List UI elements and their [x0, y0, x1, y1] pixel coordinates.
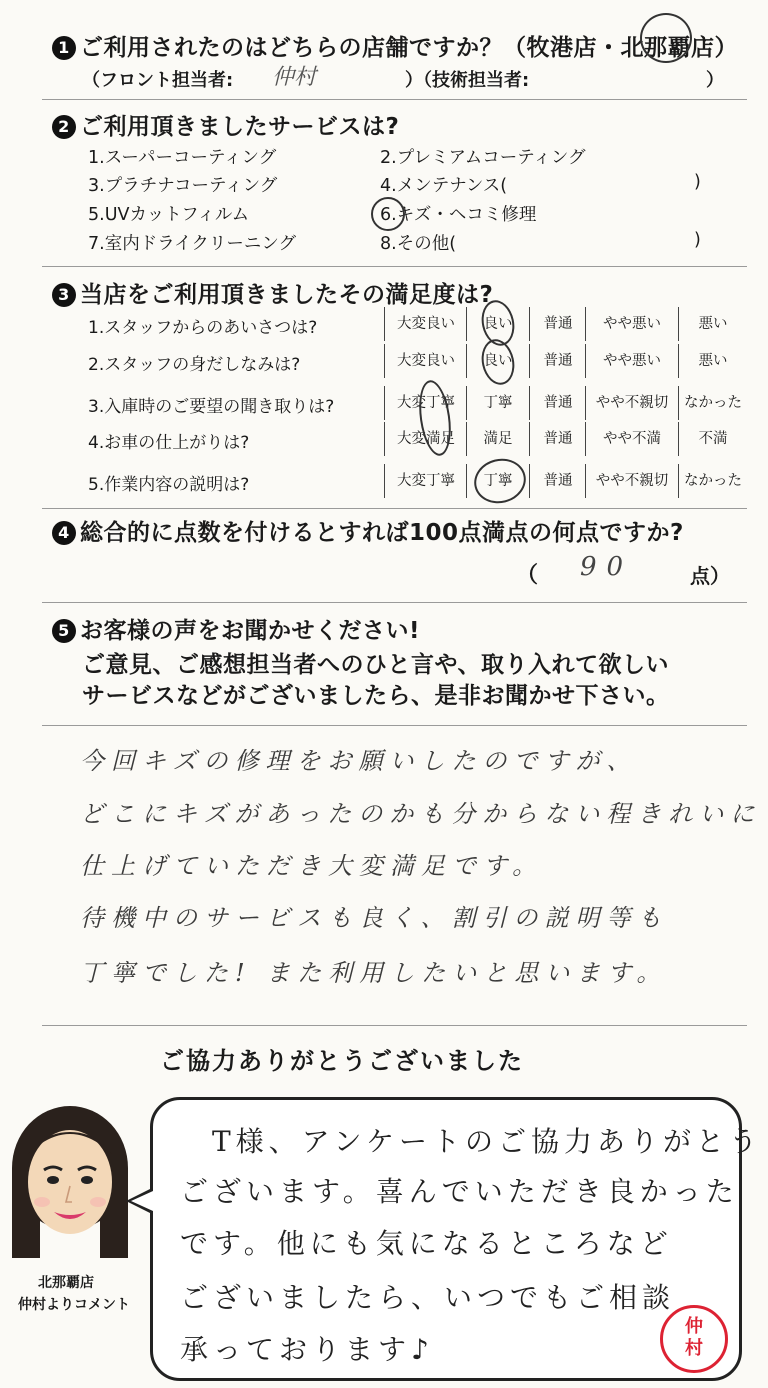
q4-number: 4 [52, 521, 76, 545]
q5-heading [52, 612, 420, 645]
divider [42, 508, 747, 509]
q3-number: 3 [52, 283, 76, 307]
satisfaction-question: 1.スタッフからのあいさつは? [88, 318, 318, 338]
q1-number: 1 [52, 36, 76, 60]
name-stamp [660, 1305, 728, 1373]
rating-option: やや不満 [603, 431, 661, 447]
service-option-selected: 6.キズ・ヘコミ修理 [380, 205, 537, 225]
score-value: 90 [580, 552, 634, 582]
service-option: 2.プレミアムコーティング [380, 148, 586, 168]
rating-option: 大変良い [397, 316, 455, 332]
divider [42, 99, 747, 100]
q2-number: 2 [52, 115, 76, 139]
q5-instruction: ご意見、ご感想担当者へのひと言や、取り入れて欲しい [82, 652, 670, 678]
q5-instruction: サービスなどがございましたら、是非お聞かせ下さい。 [82, 683, 670, 709]
q5-title: お客様の声をお聞かせください! [80, 618, 420, 644]
selection-circle-mark [469, 453, 530, 508]
speech-bubble-tail-inner [131, 1191, 153, 1211]
satisfaction-row [88, 464, 748, 498]
satisfaction-row [88, 422, 748, 456]
rating-option: やや悪い [603, 316, 661, 332]
staff-store: 北那覇店 [38, 1275, 94, 1291]
thanks-text: ご協力ありがとうございました [160, 1047, 524, 1075]
staff-avatar [6, 1098, 134, 1268]
q2-circle-mark [371, 197, 405, 231]
score-unit: 点） [690, 564, 730, 588]
satisfaction-row [88, 344, 748, 378]
service-option: 8.その他( [380, 234, 457, 254]
stamp-line: 村 [685, 1338, 703, 1359]
satisfaction-question: 4.お車の仕上がりは? [88, 433, 250, 453]
rating-option: 普通 [543, 353, 573, 369]
rating-option: なかった [684, 395, 742, 411]
q4-heading [52, 514, 684, 547]
customer-comment-line: 丁寧でした! また利用したいと思います。 [80, 959, 668, 987]
rating-option: 普通 [543, 316, 573, 332]
service-option-close: ) [694, 230, 701, 250]
service-option: 1.スーパーコーティング [88, 148, 277, 168]
rating-option: 不満 [698, 431, 728, 447]
service-option: 4.メンテナンス( [380, 176, 508, 196]
rating-option: 大変良い [397, 353, 455, 369]
front-staff-value: 仲村 [272, 65, 317, 90]
rating-option: 普通 [543, 431, 573, 447]
stamp-line: 仲 [685, 1316, 703, 1337]
rating-option-selected: 良い [483, 316, 513, 332]
satisfaction-row [88, 386, 748, 420]
service-option-close: ) [694, 172, 701, 192]
rating-option: やや悪い [603, 353, 661, 369]
q3-heading [52, 276, 493, 309]
rating-option: 丁寧 [483, 395, 513, 411]
customer-comment-line: 今回キズの修理をお願いしたのですが、 [80, 747, 638, 775]
tech-staff-label: ）（技術担当者: [405, 70, 530, 91]
satisfaction-question: 3.入庫時のご要望の聞き取りは? [88, 397, 335, 417]
staff-reply-line: 承っております♪ [180, 1333, 434, 1366]
satisfaction-question: 2.スタッフの身だしなみは? [88, 355, 301, 375]
staff-comment-label: 仲村よりコメント [18, 1297, 130, 1313]
rating-option-selected: 大変丁寧 [397, 395, 455, 411]
q1-text: ご利用されたのはどちらの店舗ですか？（牧港店・北那覇店） [80, 35, 738, 61]
staff-reply-line: です。他にも気になるところなど [180, 1227, 673, 1260]
customer-comment-line: 仕上げていただき大変満足です。 [80, 852, 544, 880]
staff-reply-line: ございましたら、いつでもご相談 [180, 1281, 676, 1314]
rating-option-selected: 丁寧 [483, 473, 513, 489]
service-option: 5.UVカットフィルム [88, 205, 250, 225]
rating-option: やや不親切 [595, 395, 669, 411]
satisfaction-question: 5.作業内容の説明は? [88, 475, 250, 495]
q1-heading [52, 29, 738, 62]
q1-circle-mark [640, 13, 692, 63]
q5-number: 5 [52, 619, 76, 643]
rating-option: 普通 [543, 473, 573, 489]
q2-heading [52, 108, 399, 141]
rating-option-selected: 良い [483, 353, 513, 369]
divider [42, 266, 747, 267]
rating-option: 普通 [543, 395, 573, 411]
customer-comment-line: 待機中のサービスも良く、割引の説明等も [80, 904, 669, 932]
divider [42, 602, 747, 603]
q2-text: ご利用頂きましたサービスは? [80, 114, 400, 140]
rating-option: やや不親切 [595, 473, 669, 489]
staff-reply-line: T様、アンケートのご協力ありがとう [212, 1125, 762, 1158]
rating-option: 満足 [483, 431, 513, 447]
q3-text: 当店をご利用頂きましたその満足度は? [80, 282, 494, 308]
rating-option: なかった [684, 473, 742, 489]
rating-option: 悪い [698, 353, 728, 369]
rating-option: 悪い [698, 316, 728, 332]
divider [42, 1025, 747, 1026]
rating-option: 大変丁寧 [397, 473, 455, 489]
service-option: 7.室内ドライクリーニング [88, 234, 296, 254]
divider [42, 725, 747, 726]
tech-staff-close: ） [706, 70, 724, 91]
score-open: （ [516, 563, 539, 588]
front-staff-label: （フロント担当者: [82, 70, 234, 91]
satisfaction-row [88, 307, 748, 341]
staff-reply-line: ございます。喜んでいただき良かった [180, 1175, 739, 1208]
customer-comment-line: どこにキズがあったのかも分からない程きれいに [80, 800, 762, 828]
q4-text: 総合的に点数を付けるとすれば100点満点の何点ですか? [80, 520, 684, 546]
service-option: 3.プラチナコーティング [88, 176, 278, 196]
rating-option-selected: 大変満足 [397, 431, 455, 447]
